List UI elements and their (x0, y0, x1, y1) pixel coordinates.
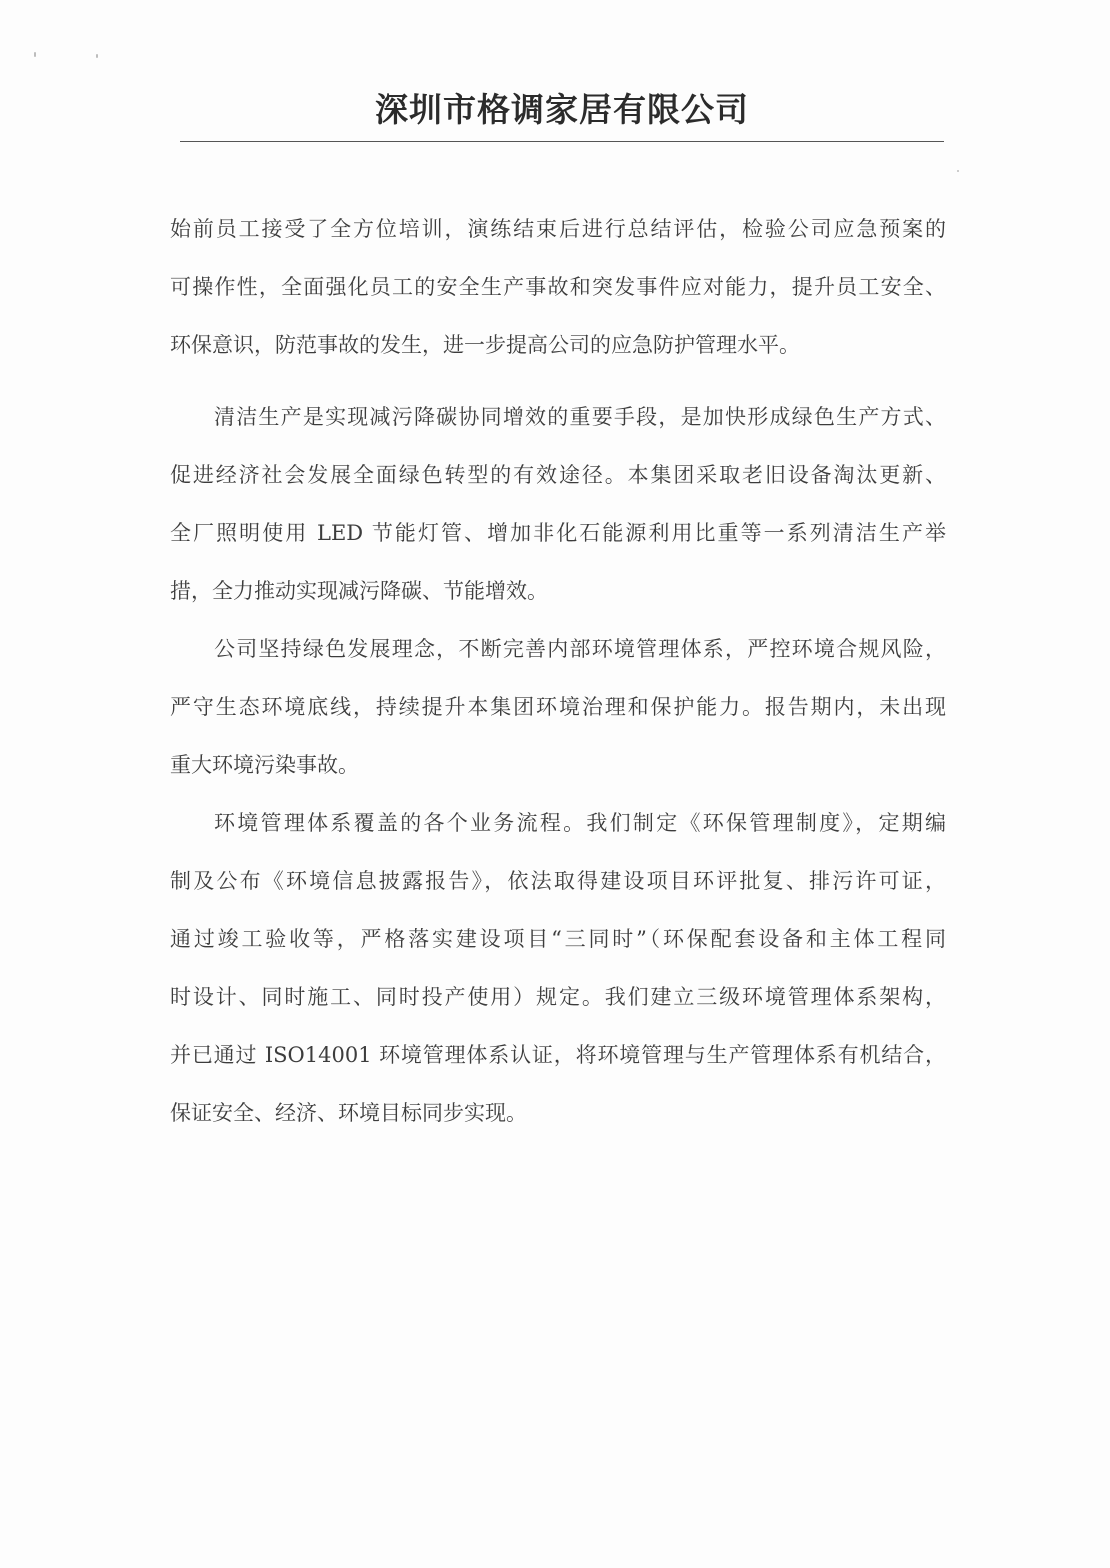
text-line: 促进经济社会发展全面绿色转型的有效途径。本集团采取老旧设备淘汰更新、 (170, 463, 946, 487)
paragraph-training (170, 208, 946, 382)
scan-speck (957, 170, 959, 172)
paragraph-clean-production (170, 396, 946, 628)
text-line: 并已通过 ISO14001 环境管理体系认证，将环境管理与生产管理体系有机结合， (170, 1043, 946, 1067)
text-line: 时设计、同时施工、同时投产使用）规定。我们建立三级环境管理体系架构， (170, 985, 946, 1009)
text-line: 公司坚持绿色发展理念，不断完善内部环境管理体系，严控环境合规风险， (214, 637, 946, 661)
text-line: 措，全力推动实现减污降碳、节能增效。 (170, 579, 548, 603)
text-line: 保证安全、经济、环境目标同步实现。 (170, 1101, 527, 1125)
text-line: 制及公布《环境信息披露报告》，依法取得建设项目环评批复、排污许可证， (170, 869, 946, 893)
header-divider (180, 141, 944, 142)
paragraph-green-development (170, 628, 946, 802)
paragraph-gap (170, 382, 946, 396)
text-line: 重大环境污染事故。 (170, 753, 359, 777)
text-line: 可操作性，全面强化员工的安全生产事故和突发事件应对能力，提升员工安全、 (170, 275, 946, 299)
document-body (170, 208, 946, 1150)
text-line: 通过竣工验收等，严格落实建设项目“三同时”（环保配套设备和主体工程同 (170, 927, 946, 951)
text-line: 环保意识，防范事故的发生，进一步提高公司的应急防护管理水平。 (170, 333, 800, 357)
text-line: 清洁生产是实现减污降碳协同增效的重要手段，是加快形成绿色生产方式、 (214, 405, 946, 429)
text-line: 环境管理体系覆盖的各个业务流程。我们制定《环保管理制度》，定期编 (214, 811, 946, 835)
company-header-title: 深圳市格调家居有限公司 (375, 90, 749, 129)
text-line: 全厂照明使用 LED 节能灯管、增加非化石能源利用比重等一系列清洁生产举 (170, 521, 946, 545)
paragraph-environment-management (170, 802, 946, 1150)
text-line: 始前员工接受了全方位培训，演练结束后进行总结评估，检验公司应急预案的 (170, 217, 946, 241)
scan-speck (96, 54, 98, 58)
scan-speck (34, 52, 36, 57)
text-line: 严守生态环境底线，持续提升本集团环境治理和保护能力。报告期内，未出现 (170, 695, 946, 719)
